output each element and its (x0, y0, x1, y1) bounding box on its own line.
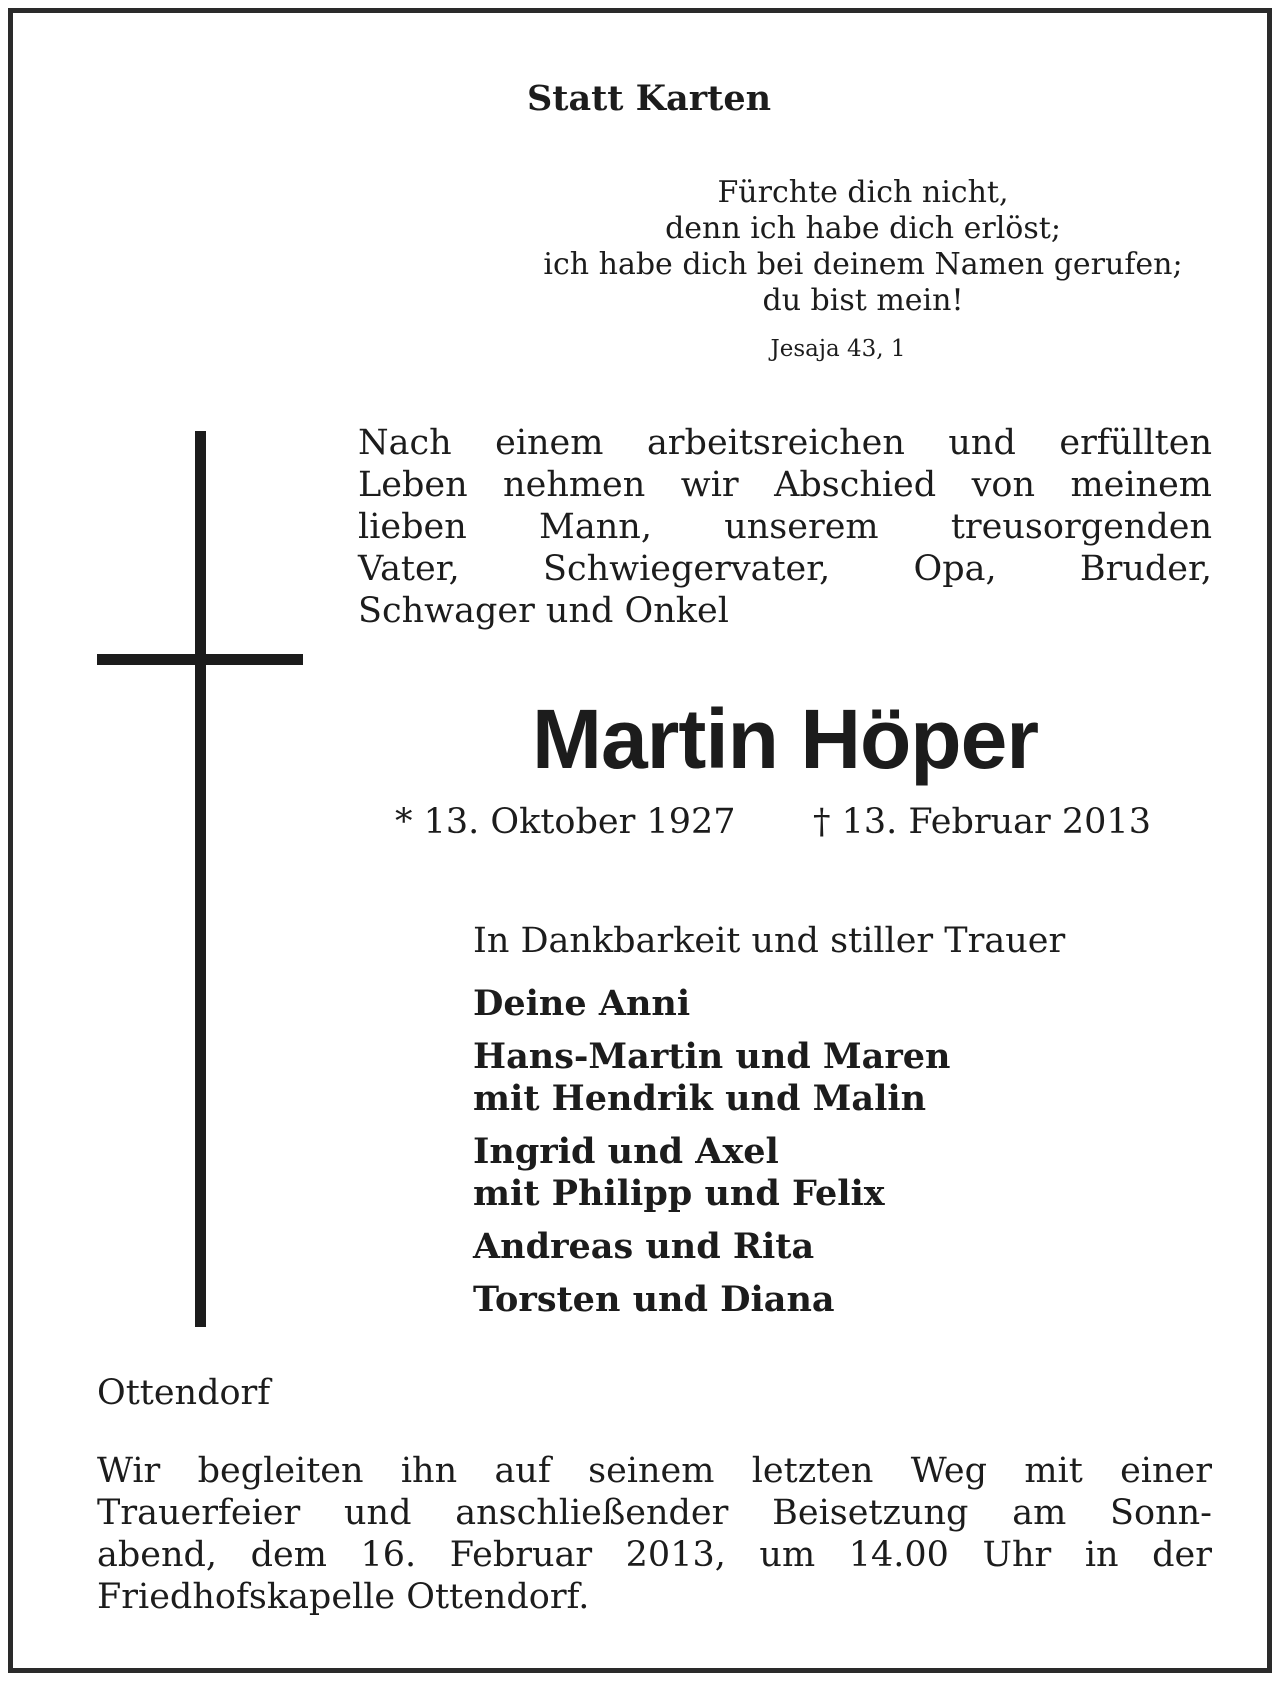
intro-paragraph (358, 422, 1212, 632)
intro-line: Nach einem arbeitsreichen und erfüllten (358, 423, 1212, 463)
bible-verse (433, 175, 1280, 319)
mourner-line: mit Philipp und Felix (473, 1173, 885, 1214)
place-name: Ottendorf (97, 1373, 271, 1413)
closing-line: Trauerfeier und anschließender Beisetzung am Sonn- (97, 1493, 1212, 1533)
deceased-name: Martin Höper (531, 692, 1039, 786)
verse-line: Fürchte dich nicht, (717, 175, 1009, 210)
intro-line: Leben nehmen wir Abschied von meinem (358, 465, 1212, 505)
verse-reference: Jesaja 43, 1 (770, 336, 906, 362)
mourner-group (473, 983, 951, 1025)
cross-icon-bar (97, 654, 303, 665)
verse-line: du bist mein! (762, 283, 964, 318)
mourner-group (473, 1226, 951, 1268)
mourner-line: mit Hendrik und Malin (473, 1078, 927, 1119)
death-date: † 13. Februar 2013 (813, 802, 1151, 842)
mourner-line: Deine Anni (473, 983, 691, 1024)
intro-line: Schwager und Onkel (358, 591, 729, 631)
mourner-line: Hans-Martin und Maren (473, 1036, 951, 1077)
closing-line: abend, dem 16. Februar 2013, um 14.00 Uhr in der (97, 1535, 1212, 1575)
verse-line: denn ich habe dich erlöst; (665, 211, 1061, 246)
intro-line: lieben Mann, unserem treusorgenden (358, 507, 1212, 547)
mourner-group (473, 1279, 951, 1321)
mourner-line: Torsten und Diana (473, 1279, 835, 1320)
intro-line: Vater, Schwiegervater, Opa, Bruder, (358, 549, 1212, 589)
mourner-line: Ingrid und Axel (473, 1131, 779, 1172)
notice-frame (8, 8, 1272, 1673)
verse-line: ich habe dich bei deinem Namen gerufen; (543, 247, 1183, 282)
closing-line: Friedhofskapelle Ottendorf. (97, 1577, 590, 1617)
mourners-list (473, 983, 951, 1332)
mourner-group (473, 1131, 951, 1215)
closing-line: Wir begleiten ihn auf seinem letzten Weg mit einer (97, 1451, 1212, 1491)
birth-date: * 13. Oktober 1927 (395, 802, 736, 842)
closing-paragraph (97, 1450, 1212, 1618)
mourner-group (473, 1036, 951, 1120)
mourner-line: Andreas und Rita (473, 1226, 815, 1267)
cross-icon (195, 431, 206, 1327)
mourners-intro: In Dankbarkeit und stiller Trauer (473, 921, 1066, 961)
header-title: Statt Karten (527, 78, 772, 119)
